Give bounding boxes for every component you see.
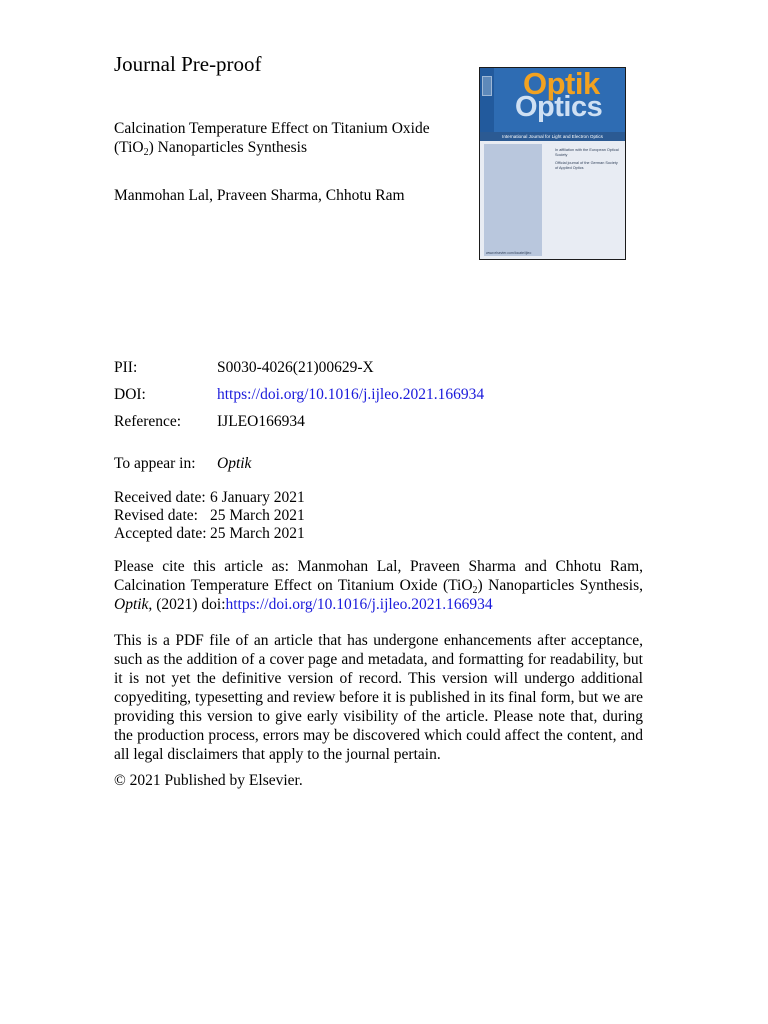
article-title [114, 119, 454, 157]
cover-brand-top: Optik [523, 67, 600, 101]
citation-text-2: ) Nanoparticles Synthesis, [477, 577, 643, 594]
accepted-label: Accepted date: [114, 525, 207, 542]
page-heading: Journal Pre-proof [114, 52, 262, 76]
appear-label: To appear in: [114, 455, 196, 472]
title-text-1: Calcination Temperature Effect on Titanium Oxide (TiO [114, 120, 430, 156]
doi-link[interactable]: https://doi.org/10.1016/j.ijleo.2021.166934 [217, 386, 485, 403]
received-label: Received date: [114, 489, 206, 506]
doi-label: DOI: [114, 386, 146, 403]
title-text-2: ) Nanoparticles Synthesis [148, 139, 308, 156]
received-row [114, 488, 305, 507]
pii-value: S0030-4026(21)00629-X [217, 359, 374, 376]
elsevier-logo-icon [482, 76, 492, 96]
cover-note-1: In affiliation with the European Optical Society [555, 148, 619, 157]
cover-publisher-strip [480, 68, 494, 132]
citation-text-1: Please cite this article as: Manmohan Lal, Praveen Sharma and Chhotu Ram, Calcination Temperature Effect on Titanium Oxide (TiO [114, 558, 643, 594]
citation-journal: Optik, [114, 596, 153, 613]
revised-row [114, 506, 305, 525]
doi-row [114, 385, 484, 404]
cover-subtitle: International Journal for Light and Electron Optics [502, 134, 603, 139]
accepted-value: 25 March 2021 [210, 525, 305, 542]
citation-doi-link[interactable]: https://doi.org/10.1016/j.ijleo.2021.166934 [225, 596, 493, 613]
appear-value: Optik [217, 455, 252, 472]
revised-value: 25 March 2021 [210, 507, 305, 524]
citation-subscript: 2 [472, 585, 478, 596]
citation-text-3: (2021) doi: [152, 596, 226, 613]
copyright-notice: © 2021 Published by Elsevier. [114, 772, 303, 789]
reference-value: IJLEO166934 [217, 413, 305, 430]
pii-row [114, 358, 374, 377]
title-subscript: 2 [143, 147, 149, 158]
cover-brand-bottom: Optics [515, 91, 603, 123]
article-authors: Manmohan Lal, Praveen Sharma, Chhotu Ram [114, 187, 405, 204]
cover-panel [484, 144, 542, 256]
revised-label: Revised date: [114, 507, 198, 524]
pii-label: PII: [114, 359, 138, 376]
cover-footer: www.elsevier.com/locate/ijleo [486, 251, 532, 255]
citation-paragraph [114, 557, 643, 614]
reference-label: Reference: [114, 413, 182, 430]
appear-row [114, 454, 251, 473]
accepted-row [114, 524, 305, 543]
cover-note-2: Official journal of the German Society of Applied Optics [555, 161, 618, 170]
notice-paragraph: This is a PDF file of an article that has undergone enhancements after acceptance, such as the addition of a cover page and metadata, and formatting for readability, but it is not yet the definitive version of record. This version will undergo additional copyediting, typesetting and review before it is published in its final form, but we are providing this version to give early visibility of the article. Please note that, during the production process, errors may be discovered which could affect the content, and all legal disclaimers that apply to the journal pertain. [114, 632, 643, 763]
reference-row [114, 412, 305, 431]
received-value: 6 January 2021 [210, 489, 305, 506]
journal-cover-image [479, 67, 626, 260]
